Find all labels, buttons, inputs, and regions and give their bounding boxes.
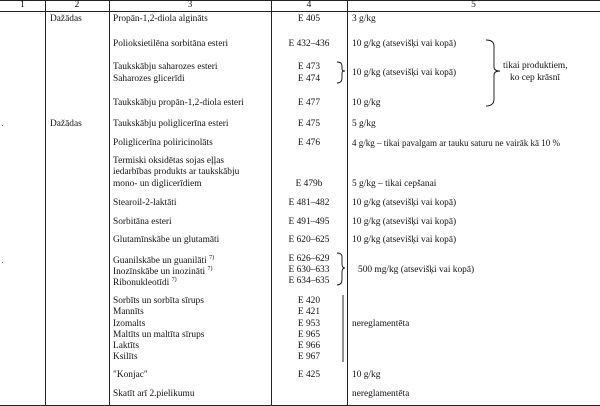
e-code: E 421 (297, 307, 321, 317)
right-brace-ribonukleotidi (337, 253, 345, 285)
substance-name: Taukskābju propān-1,2-diola esteri (113, 98, 244, 108)
e-code: E 473 (297, 62, 321, 72)
limit-value: 3 g/kg (352, 14, 376, 24)
e-code: E 475 (297, 119, 321, 129)
substance-name: Guanilskābe un guanilāti $^{7)}$ (113, 255, 215, 267)
e-code: E 425 (297, 370, 321, 380)
limit-value: 10 g/kg (atsevišķi vai kopā) (352, 39, 457, 49)
substance-name: Stearoil-2-laktāti (113, 198, 177, 208)
header-col-4: 4 (306, 0, 312, 10)
limit-value: 10 g/kg (atsevišķi vai kopā) (352, 235, 457, 245)
footnote-ref: 7) (207, 266, 213, 272)
bracket-note-line-1: tikai produktiem, (503, 61, 568, 71)
header-col-1: 1 (20, 0, 25, 10)
bracket-note-line-2: ko cep krāsnī (510, 73, 560, 83)
limit-value: nereglamentēta (352, 389, 410, 399)
e-code: E 953 (297, 319, 321, 329)
substance-name: Sorbīts un sorbīta sīrups (113, 296, 204, 306)
e-code: E 432–436 (288, 39, 330, 49)
e-code: E 481–482 (288, 198, 330, 208)
substance-name: Glutamīnskābe un glutamāti (113, 235, 220, 245)
substance-name: Saharozes glicerīdi (113, 74, 185, 84)
e-code: E 966 (297, 341, 321, 351)
substance-name-line: mono- un diglicerīdiem (113, 179, 202, 189)
e-code: E 491–495 (288, 217, 330, 227)
group-label: Dažādas (50, 14, 82, 24)
e-code: E 634–635 (288, 276, 330, 286)
substance-name: Inozīnskābe un inozināti $^{7)}$ (113, 266, 213, 278)
substance-name: Ribonukleotīdi $^{7)}$ (113, 277, 177, 289)
limit-value: 5 g/kg (352, 119, 376, 129)
limit-value: 10 g/kg (atsevišķi vai kopā) (352, 198, 457, 208)
substance-name: Taukskābju poliglicerīna esteri (113, 119, 229, 129)
header-col-2: 2 (74, 0, 80, 10)
header-col-5: 5 (471, 0, 476, 10)
right-brace-krasni (486, 40, 500, 106)
e-code: E 405 (297, 14, 321, 24)
e-code: E 967 (297, 352, 321, 362)
substance-name: Taukskābju saharozes esteri (113, 62, 218, 72)
limit-value: nereglamentēta (352, 319, 410, 329)
e-code: E 965 (297, 330, 321, 340)
limit-value: 10 g/kg (atsevišķi vai kopā) (352, 68, 457, 78)
substance-name-line: iedarbības produkts ar taukskābju (113, 167, 240, 177)
e-code: E 477 (297, 98, 321, 108)
e-code: E 476 (297, 138, 321, 148)
substance-name: Ksilīts (113, 352, 138, 362)
substance-name: Propān-1,2-diola algināts (113, 14, 208, 24)
substance-name: Maltīts un maltīta sīrups (113, 330, 205, 340)
e-code: E 620–625 (288, 235, 330, 245)
substance-name: Polioksietilēna sorbitāna esteri (113, 39, 229, 49)
substance-name: Sorbitāna esteri (113, 217, 172, 227)
footnote-ref: 7) (171, 277, 177, 283)
substance-name-line: Termiski oksidētas sojas eļļas (113, 156, 225, 166)
limit-value: 10 g/kg (352, 370, 381, 380)
substance-name: Poliglicerīna poliricinolāts (113, 138, 213, 148)
limit-value: 500 mg/kg (atsevišķi vai kopā) (358, 265, 475, 275)
footnote-ref: 7) (209, 255, 215, 261)
substance-name: Mannīts (113, 307, 144, 317)
e-code: E 420 (297, 296, 321, 306)
substance-name: Laktīts (113, 341, 140, 351)
substance-name: "Konjac" (113, 370, 148, 380)
right-brace-saharozes (337, 62, 345, 83)
limit-value: 4 g/kg – tikai pavalgam ar tauku saturu ne vairāk kā 10 % (352, 138, 560, 148)
substance-name: Izomalts (113, 319, 146, 329)
e-code: E 630–633 (288, 265, 330, 275)
limit-value: 10 g/kg (atsevišķi vai kopā) (352, 217, 457, 227)
e-code: E 474 (297, 74, 321, 84)
header-col-3: 3 (187, 0, 193, 10)
limit-value: 10 g/kg (352, 98, 381, 108)
substance-name: Skatīt arī 2.pielikumu (113, 389, 195, 399)
e-code: E 626–629 (288, 254, 330, 264)
group-label: Dažādas (50, 119, 82, 129)
limit-value: 5 g/kg – tikai cepšanai (352, 179, 437, 189)
e-code: E 479b (295, 179, 323, 189)
